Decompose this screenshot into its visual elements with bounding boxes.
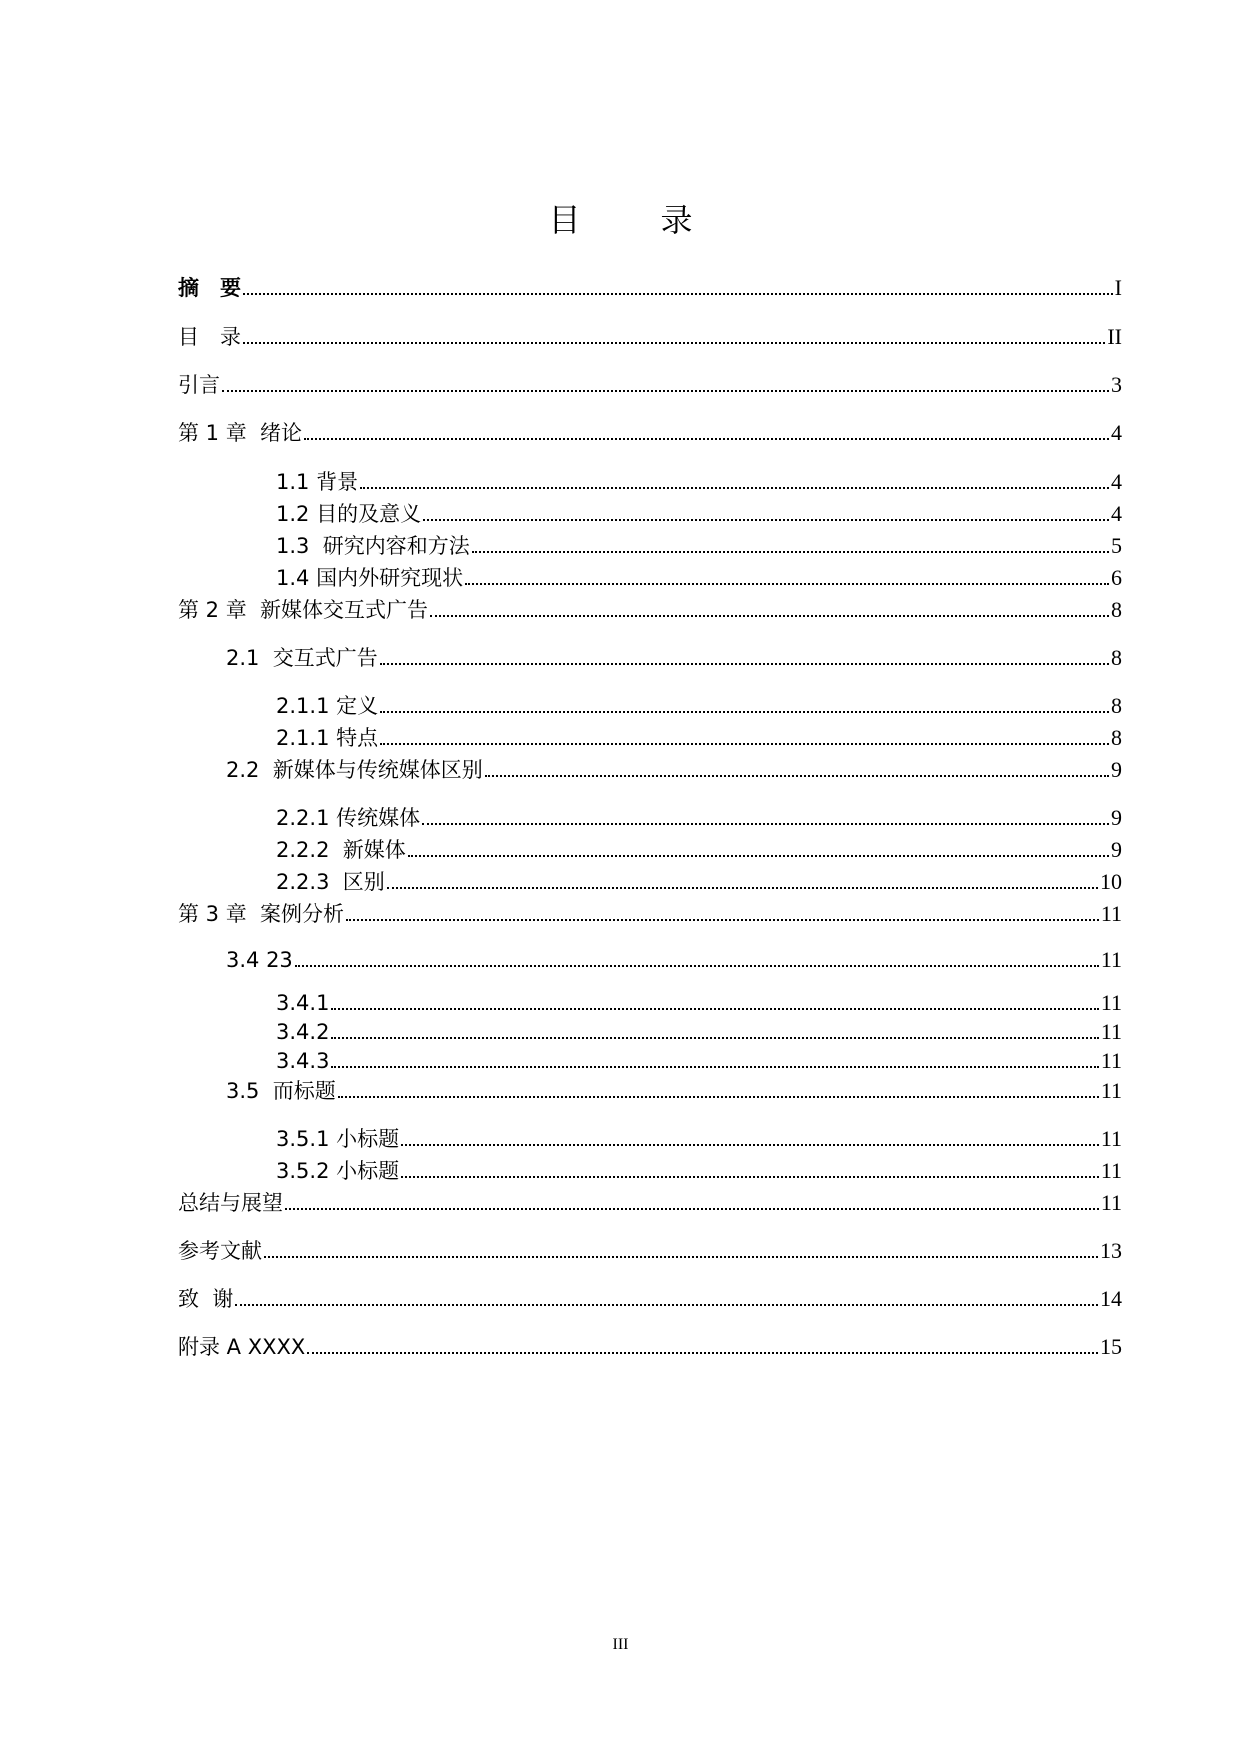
toc-entry-page: 8 xyxy=(1111,693,1122,718)
toc-entry[interactable] xyxy=(276,1044,1122,1076)
toc-entry[interactable] xyxy=(226,753,1122,785)
toc-entry-label: 总结与展望 xyxy=(178,1191,283,1215)
toc-entry[interactable] xyxy=(276,1122,1122,1154)
dot-leader xyxy=(285,1207,1099,1210)
toc-entry[interactable] xyxy=(226,1074,1122,1106)
toc-entry-page: 13 xyxy=(1100,1238,1122,1263)
toc-entry-label: 3.4.1 xyxy=(276,991,330,1015)
toc-entry[interactable] xyxy=(276,529,1122,561)
toc-entry[interactable] xyxy=(178,1186,1122,1218)
toc-entry-page: 11 xyxy=(1100,1048,1122,1073)
dot-leader xyxy=(264,1255,1098,1258)
toc-entry-page: 4 xyxy=(1111,501,1122,526)
toc-entry-label: 2.2 新媒体与传统媒体区别 xyxy=(226,758,483,782)
toc-entry-label: 第 1 章 绪论 xyxy=(178,421,303,445)
toc-entry-label: 3.5 而标题 xyxy=(226,1079,336,1103)
toc-entry-page: 11 xyxy=(1100,1078,1122,1103)
dot-leader xyxy=(338,1095,1099,1098)
toc-entry[interactable] xyxy=(178,1234,1122,1266)
dot-leader xyxy=(380,742,1109,745)
toc-entry-label: 附录 A XXXX xyxy=(178,1335,306,1359)
toc-entry-page: 11 xyxy=(1100,947,1122,972)
toc-entry-page: 9 xyxy=(1111,757,1122,782)
dot-leader xyxy=(222,389,1109,392)
toc-entry-label: 第 3 章 案例分析 xyxy=(178,902,345,926)
toc-entry[interactable] xyxy=(226,641,1122,673)
toc-entry[interactable] xyxy=(178,1282,1122,1314)
toc-entry-label: 3.4.2 xyxy=(276,1020,330,1044)
toc-entry-page: 9 xyxy=(1111,837,1122,862)
toc-entry-label: 3.4.3 xyxy=(276,1049,330,1073)
toc-entry-label: 3.5.2 小标题 xyxy=(276,1159,400,1183)
dot-leader xyxy=(472,550,1109,553)
toc-entry-page: 8 xyxy=(1111,645,1122,670)
toc-entry[interactable] xyxy=(178,368,1122,400)
toc-entry-page: 8 xyxy=(1111,597,1122,622)
toc-entry-page: 11 xyxy=(1100,1019,1122,1044)
toc-entry-page: 15 xyxy=(1100,1334,1122,1359)
dot-leader xyxy=(360,486,1109,489)
toc-entry[interactable] xyxy=(276,561,1122,593)
toc-entry[interactable] xyxy=(178,320,1122,352)
toc-entry-label: 2.2.2 新媒体 xyxy=(276,838,406,862)
toc-entry-label: 2.1 交互式广告 xyxy=(226,646,378,670)
dot-leader xyxy=(465,582,1109,585)
toc-entry-label: 第 2 章 新媒体交互式广告 xyxy=(178,598,429,622)
toc-entry[interactable] xyxy=(226,943,1122,975)
toc-entry-label: 1.2 目的及意义 xyxy=(276,502,422,526)
toc-entry[interactable] xyxy=(178,897,1122,929)
toc-entry[interactable] xyxy=(276,721,1122,753)
dot-leader xyxy=(401,1175,1099,1178)
dot-leader xyxy=(401,1143,1099,1146)
toc-entry-page: 11 xyxy=(1100,1126,1122,1151)
toc-entry[interactable] xyxy=(178,1330,1122,1362)
toc-entry-label: 致 谢 xyxy=(178,1287,234,1311)
toc-entry-label: 3.4 23 xyxy=(226,948,293,972)
toc-entry-page: I xyxy=(1114,275,1122,300)
dot-leader xyxy=(235,1303,1098,1306)
dot-leader xyxy=(408,854,1109,857)
toc-entry-page: 6 xyxy=(1111,565,1122,590)
toc-entry[interactable] xyxy=(276,833,1122,865)
dot-leader xyxy=(430,614,1109,617)
toc-entry[interactable] xyxy=(276,986,1122,1018)
toc-entry-page: 10 xyxy=(1100,869,1122,894)
toc-entry-label: 1.3 研究内容和方法 xyxy=(276,534,470,558)
toc-entry-label: 3.5.1 小标题 xyxy=(276,1127,400,1151)
dot-leader xyxy=(380,710,1109,713)
toc-entry[interactable] xyxy=(276,1015,1122,1047)
dot-leader xyxy=(422,822,1109,825)
dot-leader xyxy=(485,774,1109,777)
dot-leader xyxy=(243,341,1105,344)
dot-leader xyxy=(295,964,1099,967)
toc-entry-page: 4 xyxy=(1111,420,1122,445)
toc-entry-label: 目 录 xyxy=(178,325,241,349)
toc-entry[interactable] xyxy=(276,465,1122,497)
dot-leader xyxy=(387,886,1098,889)
toc-entry-page: 11 xyxy=(1100,1190,1122,1215)
toc-entry[interactable] xyxy=(276,497,1122,529)
toc-entry-label: 2.2.1 传统媒体 xyxy=(276,806,421,830)
toc-entry-page: 8 xyxy=(1111,725,1122,750)
toc-entry[interactable] xyxy=(276,801,1122,833)
toc-entry[interactable] xyxy=(276,1154,1122,1186)
dot-leader xyxy=(331,1065,1098,1068)
toc-entry-page: 5 xyxy=(1111,533,1122,558)
dot-leader xyxy=(331,1036,1098,1039)
toc-entry-label: 1.1 背景 xyxy=(276,470,359,494)
toc-entry-label: 1.4 国内外研究现状 xyxy=(276,566,464,590)
dot-leader xyxy=(307,1351,1098,1354)
toc-entry-page: 3 xyxy=(1111,372,1122,397)
toc-title: 目 录 xyxy=(548,201,717,239)
dot-leader xyxy=(423,518,1109,521)
dot-leader xyxy=(304,437,1109,440)
toc-entry[interactable] xyxy=(178,593,1122,625)
toc-entry-page: 4 xyxy=(1111,469,1122,494)
toc-entry-label: 2.2.3 区别 xyxy=(276,870,385,894)
page-number: III xyxy=(612,1636,629,1653)
toc-entry-page: 11 xyxy=(1100,1158,1122,1183)
toc-entry-label: 2.1.1 定义 xyxy=(276,694,379,718)
toc-entry[interactable] xyxy=(178,271,1122,303)
dot-leader xyxy=(346,918,1099,921)
toc-entry[interactable] xyxy=(276,689,1122,721)
toc-entry-label: 摘 要 xyxy=(178,276,241,300)
toc-entry-page: 14 xyxy=(1100,1286,1122,1311)
dot-leader xyxy=(331,1007,1098,1010)
toc-entry-label: 2.1.1 特点 xyxy=(276,726,379,750)
toc-entry-label: 引言 xyxy=(178,373,220,397)
dot-leader xyxy=(380,662,1109,665)
dot-leader xyxy=(243,292,1113,295)
toc-entry-page: 9 xyxy=(1111,805,1122,830)
toc-entry[interactable] xyxy=(276,865,1122,897)
toc-entry-page: 11 xyxy=(1100,901,1122,926)
toc-entry-page: 11 xyxy=(1100,990,1122,1015)
toc-entry-label: 参考文献 xyxy=(178,1239,262,1263)
toc-entry-page: II xyxy=(1107,324,1122,349)
toc-entry[interactable] xyxy=(178,416,1122,448)
